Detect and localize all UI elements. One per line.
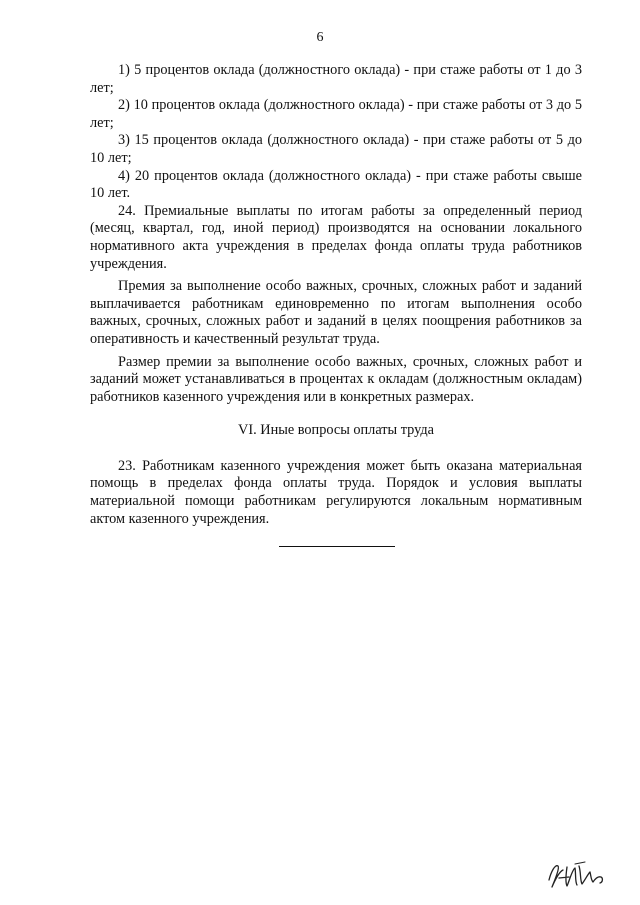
paragraph-24-bonus: 24. Премиальные выплаты по итогам работы за определенный период (месяц, квартал, год, иной период) производятся на основании локального нормативного акта учреждения в пределах фонда оплаты труда работников учреждения. [90, 202, 582, 272]
paragraph-bonus-size: Размер премии за выполнение особо важных, срочных, сложных работ и заданий может устанавливаться в процентах к окладам (должностным окладам) работников казенного учреждения или в конкретных размерах. [90, 353, 582, 405]
paragraph-item-1: 1) 5 процентов оклада (должностного оклада) - при стаже работы от 1 до 3 лет; [90, 62, 582, 96]
end-separator-line [279, 546, 395, 547]
handwritten-signature [545, 858, 607, 892]
paragraph-23-material-aid: 23. Работникам казенного учреждения может быть оказана материальная помощь в пределах фонда оплаты труда. Порядок и условия выплаты материальной помощи работникам регулируются локальным нормативным актом казенного учреждения. [90, 457, 582, 527]
document-body [90, 62, 582, 528]
paragraph-item-4: 4) 20 процентов оклада (должностного оклада) - при стаже работы свыше 10 лет. [90, 167, 582, 202]
paragraph-item-2: 2) 10 процентов оклада (должностного оклада) - при стаже работы от 3 до 5 лет; [90, 97, 582, 131]
page-number: 6 [316, 30, 324, 45]
paragraph-item-3: 3) 15 процентов оклада (должностного оклада) - при стаже работы от 5 до 10 лет; [90, 132, 582, 166]
section-heading: VI. Иные вопросы оплаты труда [238, 422, 434, 439]
paragraph-bonus-special: Премия за выполнение особо важных, срочных, сложных работ и заданий выплачивается работникам единовременно по итогам выполнения особо важных, срочных, сложных работ и заданий в целях поощрения работников за оперативность и качественный результат труда. [90, 278, 582, 347]
